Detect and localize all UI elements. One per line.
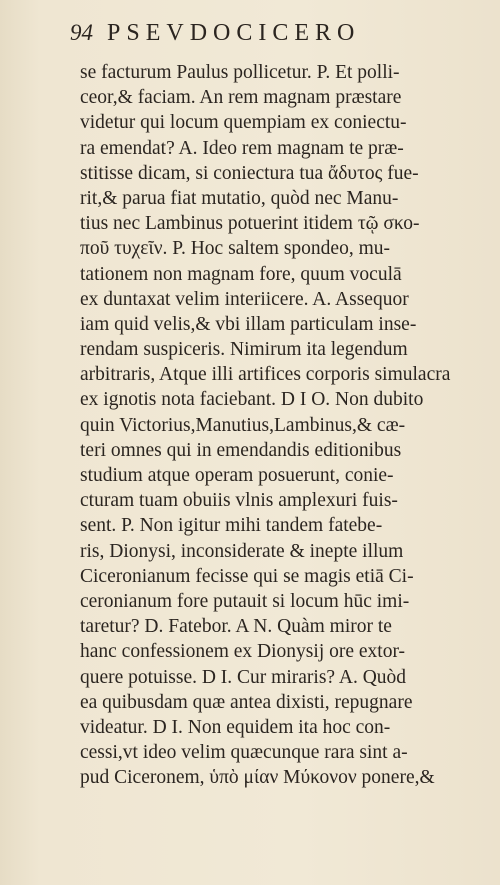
text-line: quere potuisse. D I. Cur miraris? A. Quòd [80, 666, 407, 688]
text-line: pud Ciceronem, ὑπὸ μίαν Μύκονον ponere,& [80, 767, 435, 789]
text-line: studium atque operam posuerunt, conie- [80, 465, 394, 486]
text-block [80, 60, 475, 790]
page-header [70, 20, 470, 56]
text-line: sent. P. Non igitur mihi tandem fatebe- [80, 515, 383, 537]
text-line: stitisse dicam, si coniectura tua ἄδυτος fue- [80, 162, 419, 184]
running-title: PSEVDOCICERO [107, 20, 361, 46]
text-line: ceor,& faciam. An rem magnam præstare [80, 87, 402, 109]
text-line: ex ignotis nota faciebant. D I O. Non dubito [80, 389, 424, 411]
text-line: arbitraris, Atque illi artifices corporis simulacra [80, 364, 451, 386]
text-line: tius nec Lambinus potuerint itidem τῷ σκο- [80, 213, 420, 235]
text-line: ra emendat? A. Ideo rem magnam te præ- [80, 137, 404, 159]
text-line: rit,& parua fiat mutatio, quòd nec Manu- [80, 187, 399, 209]
text-line: ceronianum fore putauit si locum hūc imi- [80, 590, 410, 612]
text-line: ποῦ τυχεῖν. P. Hoc saltem spondeo, mu- [80, 238, 391, 260]
text-line: cessi,vt ideo velim quæcunque rara sint a- [80, 742, 408, 764]
text-line: videatur. D I. Non equidem ita hoc con- [80, 716, 391, 738]
text-line: videtur qui locum quempiam ex coniectu- [80, 112, 407, 134]
text-line: ris, Dionysi, inconsiderate & inepte illum [80, 540, 404, 562]
text-line: rendam suspiceris. Nimirum ita legendum [80, 339, 408, 361]
text-line: quin Victorius,Manutius,Lambinus,& cæ- [80, 414, 406, 436]
text-line: hanc confessionem ex Dionysij ore extor- [80, 641, 406, 663]
text-line: tationem non magnam fore, quum voculā [80, 263, 402, 285]
text-line: iam quid velis,& vbi illam particulam inse- [80, 313, 417, 335]
text-line: Ciceronianum fecisse qui se magis etiā Ci- [80, 565, 414, 587]
text-line: ea quibusdam quæ antea dixisti, repugnare [80, 691, 413, 713]
text-line: cturam tuam obuiis vlnis amplexuri fuis- [80, 490, 398, 512]
page-number: 94 [70, 20, 93, 45]
text-line: se facturum Paulus pollicetur. P. Et polli- [80, 62, 400, 83]
text-line: ex duntaxat velim interiicere. A. Assequor [80, 288, 409, 310]
text-line: taretur? D. Fatebor. A N. Quàm miror te [80, 616, 392, 638]
text-line: teri omnes qui in emendandis editionibus [80, 439, 402, 461]
